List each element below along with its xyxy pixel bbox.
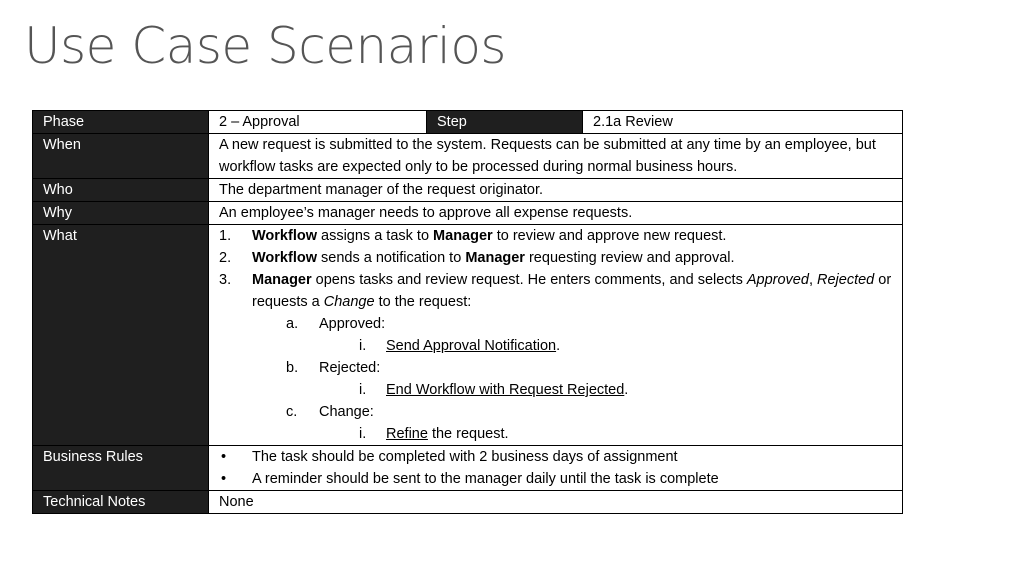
phase-label: Phase [33,111,209,134]
when-label: When [33,134,209,179]
step-text: , [808,272,817,288]
step-text: or requests a [252,272,892,310]
actor: Manager [252,272,312,288]
substep-letter: b. [286,360,299,376]
step-number: 3. [219,272,232,288]
substep-a [219,313,892,335]
why-value: An employee’s manager needs to approve all expense requests. [209,202,903,225]
actor: Workflow [252,228,317,244]
roman-numeral: i. [359,338,367,354]
why-label: Why [33,202,209,225]
substep-letter: c. [286,404,298,420]
action-suffix: . [624,382,629,398]
phase-value: 2 – Approval [209,111,427,134]
step-item-1 [219,225,892,247]
action-suffix: the request. [427,426,509,442]
business-rules-row [33,446,903,491]
technical-notes-value: None [209,491,903,514]
substep-a-action [219,335,892,357]
option-approved: Approved [746,272,809,288]
substep-b [219,357,892,379]
slide-title: Use Case Scenarios [24,17,506,75]
what-steps-list [219,225,892,313]
what-value [209,225,903,446]
substep-label: Rejected: [319,360,381,376]
substep-b-action [219,379,892,401]
refine-link[interactable]: Refine [386,426,428,442]
actor: Manager [465,250,525,266]
substep-c [219,401,892,423]
step-text: to review and approve new request. [492,228,727,244]
step-number: 1. [219,228,232,244]
actor: Manager [433,228,493,244]
substep-c-action [219,423,892,445]
who-value: The department manager of the request originator. [209,179,903,202]
business-rules-list [219,446,892,490]
use-case-table [32,110,903,514]
roman-numeral: i. [359,382,367,398]
end-workflow-link[interactable]: End Workflow with Request Rejected [386,382,625,398]
send-approval-notification-link[interactable]: Send Approval Notification [386,338,557,354]
step-number: 2. [219,250,232,266]
business-rules-value [209,446,903,491]
step-text: assigns a task to [316,228,434,244]
what-label: What [33,225,209,446]
step-text: requesting review and approval. [524,250,735,266]
who-row [33,179,903,202]
step-item-3 [219,269,892,313]
option-rejected: Rejected [817,272,875,288]
phase-row [33,111,903,134]
step-text: opens tasks and review request. He enters comments, and selects [311,272,747,288]
substep-letter: a. [286,316,299,332]
step-text: to the request: [374,294,472,310]
substep-label: Approved: [319,316,386,332]
technical-notes-row [33,491,903,514]
step-text: sends a notification to [316,250,466,266]
action-suffix: . [556,338,561,354]
when-row [33,134,903,179]
business-rules-label: Business Rules [33,446,209,491]
substep-label: Change: [319,404,374,420]
step-item-2 [219,247,892,269]
who-label: Who [33,179,209,202]
technical-notes-label: Technical Notes [33,491,209,514]
why-row [33,202,903,225]
business-rule-item: • The task should be completed with 2 business days of assignment [219,446,892,468]
actor: Workflow [252,250,317,266]
option-change: Change [323,294,375,310]
business-rule-item: • A reminder should be sent to the manager daily until the task is complete [219,468,892,490]
step-value: 2.1a Review [583,111,903,134]
when-value: A new request is submitted to the system. Requests can be submitted at any time by an employee, but workflow tasks are expected only to be processed during normal business hours. [209,134,903,179]
step-label: Step [427,111,583,134]
roman-numeral: i. [359,426,367,442]
what-row [33,225,903,446]
